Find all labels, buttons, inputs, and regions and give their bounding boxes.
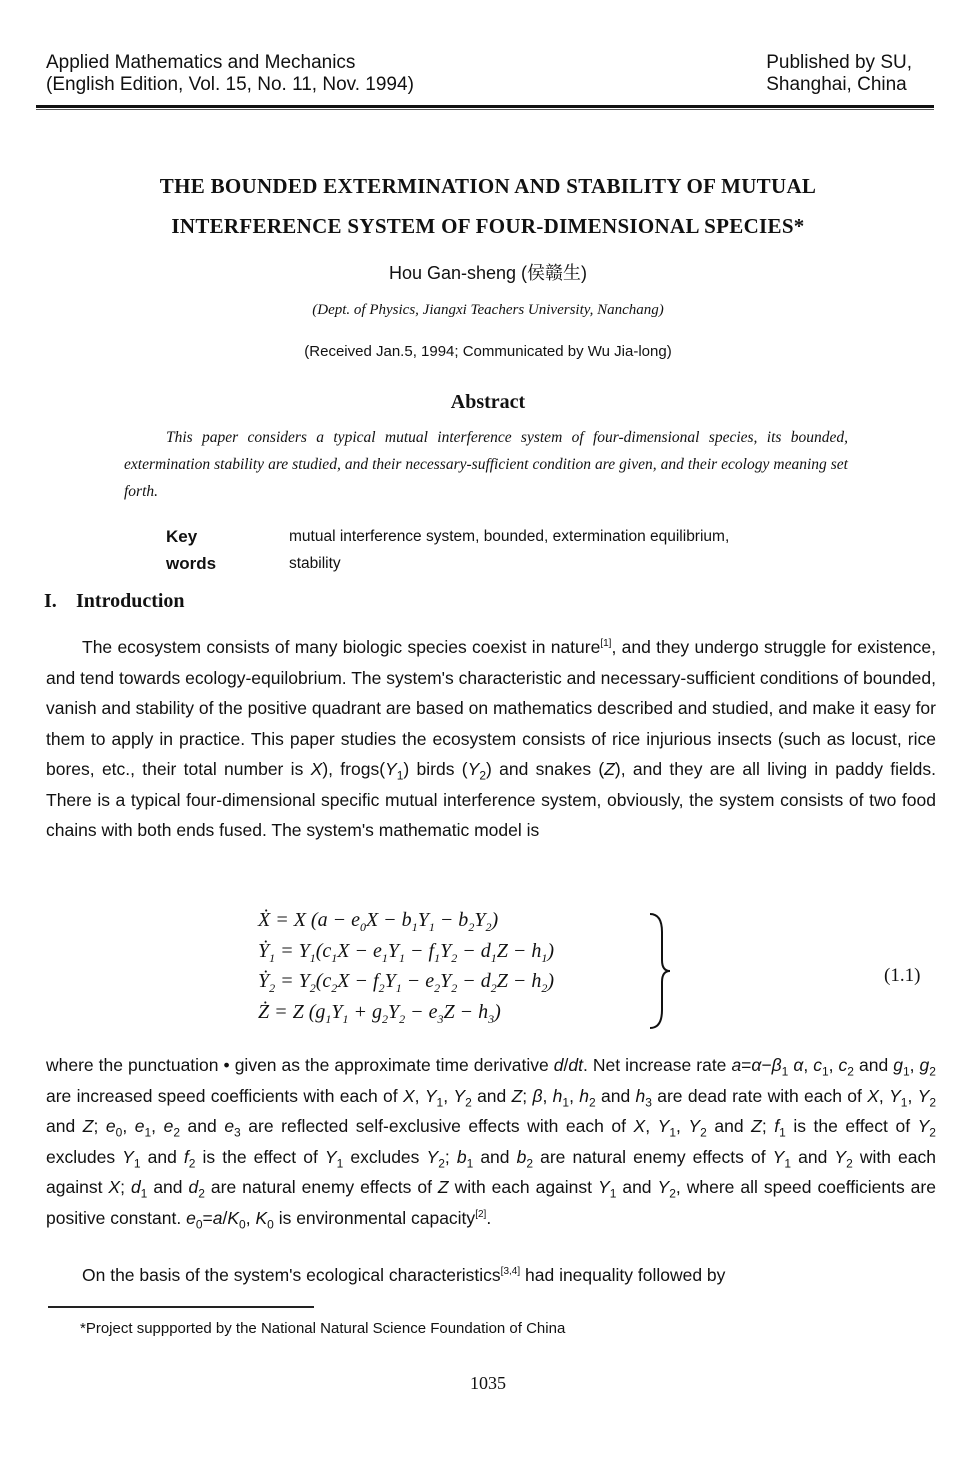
intro-paragraph-1: The ecosystem consists of many biologic species coexist in nature[1], and they undergo struggle for existence, and tend towards ecology-equilobrium. The system's characteristic and necessary-sufficient conditions of bounded, vanish and stability of the positive quadrant are based on mathematics described and studied, and make it easy for them to apply in practice. This paper studies the ecosystem consists of rice injurious insects (such as locust, rice bores, etc., their total number is X), $frogs(Y_1)$ birds $(Y_2)$ and snakes (Z), and they are all living in paddy fields. There is a typical four-dimensional specific mutual interference system, obviously, the system consists of two food chains with both ends fused. The system's mathematic model is (46, 637, 937, 840)
footnote-rule (48, 1306, 314, 1308)
page-number: 1035 (470, 1373, 506, 1393)
title-line-1: THE BOUNDED EXTERMINATION AND STABILITY OF MUTUAL (159, 174, 817, 198)
keywords-label: Key words (166, 527, 217, 573)
section-title: Introduction (76, 590, 185, 612)
equation-y1: Ẏ$_1$ = $Y_1(c_1X - e_1Y_1 - f_1Y_2 - d_1Z - h_1)$ (258, 939, 554, 965)
publisher-location: Shanghai, China (766, 74, 907, 95)
abstract-text: This paper considers a typical mutual interference system of four-dimensional species, its bounded, extermination stability are studied, and their necessary-sufficient condition are given, and their ecology meaning set forth. (124, 429, 848, 500)
equation-z: Ż = Z $(g_1Y_1 + g_2Y_2 - e_3Z - h_3)$ (258, 1000, 501, 1026)
equation-x: Ẋ = X $(a - e_0X - b_1Y_1 - b_2Y_2)$ (258, 909, 499, 934)
journal-issue: (English Edition, Vol. 15, No. 11, Nov. 1994) (46, 74, 414, 95)
author-name: Hou Gan-sheng (侯赣生) (388, 263, 588, 283)
publisher-name: Published by SU, (766, 52, 912, 73)
journal-name: Applied Mathematics and Mechanics (46, 52, 356, 73)
intro-paragraph-3: On the basis of the system's ecological characteristics[3,4] had inequality followed by (82, 1265, 726, 1285)
right-brace (648, 912, 672, 1030)
paper-title (60, 166, 916, 246)
keywords-line-1: mutual interference system, bounded, extermination equilibrium, (289, 528, 730, 545)
equation-y2: Ẏ$_2$ = $Y_2(c_2X - f_2Y_1 - e_2Y_2 - d_2Z - h_2)$ (258, 970, 554, 995)
header-rule-thin (36, 109, 934, 110)
equation-system (258, 905, 554, 1027)
section-heading (44, 590, 185, 613)
keywords-line-2: stability (289, 555, 341, 572)
keywords-list (289, 523, 976, 577)
intro-paragraph-2: where the punctuation • given as the approximate time derivative d/dt. Net increase rate $a=\alpha-\beta_1$ α, $c_1$, $c_2$ and $g_1$, $g_2$ are increased speed coefficients with each of X, $Y_1$, $Y_2$ and Z; β, $h_1$, $h_2$ and $h_3$ are dead rate with each of X, $Y_1$, $Y_2$ and Z; $e_0$, $e_1$, $e_2$ and $e_3$ are reflected self-exclusive effects with each of X, $Y_1$, $Y_2$ and Z; $f_1$ is the effect of $Y_2$ excludes $Y_1$ and $f_2$ is the effect of $Y_1$ excludes $Y_2$; $b_1$ and $b_2$ are natural enemy effects of $Y_1$ and $Y_2$ with each against X; $d_1$ and $d_2$ are natural enemy effects of Z with each against $Y_1$ and $Y_2$, where all speed coefficients are positive constant. $e_0=a/K_0$, $K_0$ is environmental capacity[2]. (46, 1055, 936, 1231)
footnote: *Project suppported by the National Natural Science Foundation of China (80, 1320, 566, 1337)
header-rule (36, 105, 934, 108)
section-number: I. (44, 590, 57, 612)
equation-number: (1.1) (884, 965, 921, 986)
author-affiliation: (Dept. of Physics, Jiangxi Teachers University, Nanchang) (312, 302, 664, 318)
journal-citation (46, 52, 414, 96)
abstract-heading: Abstract (450, 391, 526, 413)
received-date: (Received Jan.5, 1994; Communicated by Wu Jia-long) (304, 343, 672, 360)
title-line-2: INTERFERENCE SYSTEM OF FOUR-DIMENSIONAL SPECIES* (171, 214, 805, 238)
publisher-info (766, 52, 912, 96)
